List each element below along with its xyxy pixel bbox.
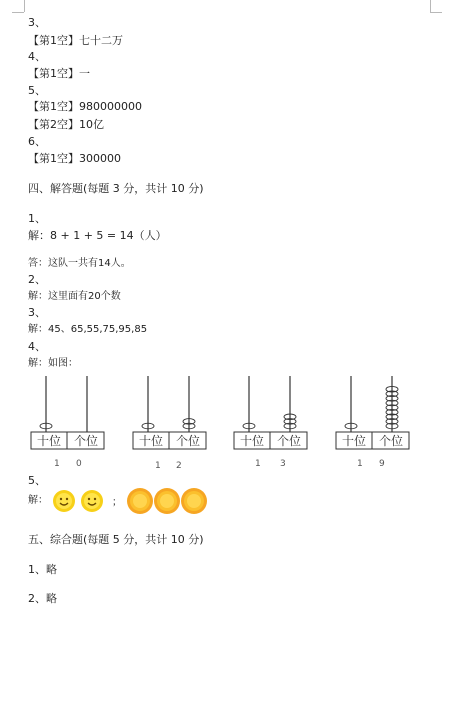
abacus-digit-ones: 0 [76, 459, 82, 469]
solution-line: 解：如图： [28, 358, 78, 369]
question-number-2: 2、 [28, 273, 46, 286]
solution-line: 解： [28, 495, 48, 506]
ones-label: 个位 [73, 434, 99, 448]
ones-label: 个位 [175, 434, 201, 448]
solution-line: 解：这里面有20个数 [28, 291, 121, 302]
abacus-diagram-1 [30, 372, 105, 452]
question-number-5: 5、 [28, 474, 46, 487]
abacus-diagram-2 [132, 372, 207, 452]
crop-mark-left-h [12, 12, 24, 13]
abacus-digit-ones: 3 [280, 459, 286, 469]
question-number-4: 4、 [28, 340, 46, 353]
abacus-digit-tens: 1 [255, 459, 261, 469]
question-number-3: 3、 [28, 306, 46, 319]
solution-line: 解：45、65,55,75,95,85 [28, 324, 148, 335]
abacus-svg [335, 372, 410, 452]
ones-label: 个位 [276, 434, 302, 448]
answer-blank: 【第1空】980000000 [28, 100, 142, 113]
separator: ； [112, 497, 122, 508]
crop-mark-right [430, 0, 431, 12]
smiley-sun-icon [80, 489, 104, 517]
answer-line: 2、略 [28, 592, 57, 605]
abacus-svg [233, 372, 308, 452]
tens-label: 十位 [138, 434, 164, 448]
answer-number-3: 3、 [28, 16, 46, 29]
abacus-digit-ones: 9 [379, 459, 385, 469]
ones-label: 个位 [378, 434, 404, 448]
answer-number-4: 4、 [28, 50, 46, 63]
question-number-1: 1、 [28, 212, 46, 225]
tens-label: 十位 [239, 434, 265, 448]
abacus-digit-tens: 1 [155, 461, 161, 471]
section-heading-4: 四、解答题(每题 3 分，共计 10 分) [28, 182, 204, 195]
sun-icon [126, 487, 154, 519]
smiley-sun-icon [52, 489, 76, 517]
tens-label: 十位 [36, 434, 62, 448]
section-heading-5: 五、综合题(每题 5 分，共计 10 分) [28, 533, 204, 546]
answer-blank: 【第1空】300000 [28, 152, 121, 165]
sun-icon [153, 487, 181, 519]
crop-mark-right-h [430, 12, 442, 13]
abacus-diagram-4 [335, 372, 410, 452]
answer-number-5: 5、 [28, 84, 46, 97]
crop-mark-left [24, 0, 25, 12]
solution-line: 解：8 + 1 + 5 = 14（人） [28, 229, 167, 242]
answer-line: 1、略 [28, 563, 57, 576]
answer-line: 答：这队一共有14人。 [28, 258, 131, 269]
answer-blank: 【第1空】七十二万 [28, 34, 123, 47]
abacus-svg [30, 372, 105, 452]
tens-label: 十位 [341, 434, 367, 448]
answer-blank: 【第1空】一 [28, 67, 90, 80]
sun-icon [180, 487, 208, 519]
answer-number-6: 6、 [28, 135, 46, 148]
abacus-digit-tens: 1 [357, 459, 363, 469]
abacus-diagram-3 [233, 372, 308, 452]
abacus-svg [132, 372, 207, 452]
answer-blank: 【第2空】10亿 [28, 118, 104, 131]
abacus-digit-tens: 1 [54, 459, 60, 469]
abacus-digit-ones: 2 [176, 461, 182, 471]
